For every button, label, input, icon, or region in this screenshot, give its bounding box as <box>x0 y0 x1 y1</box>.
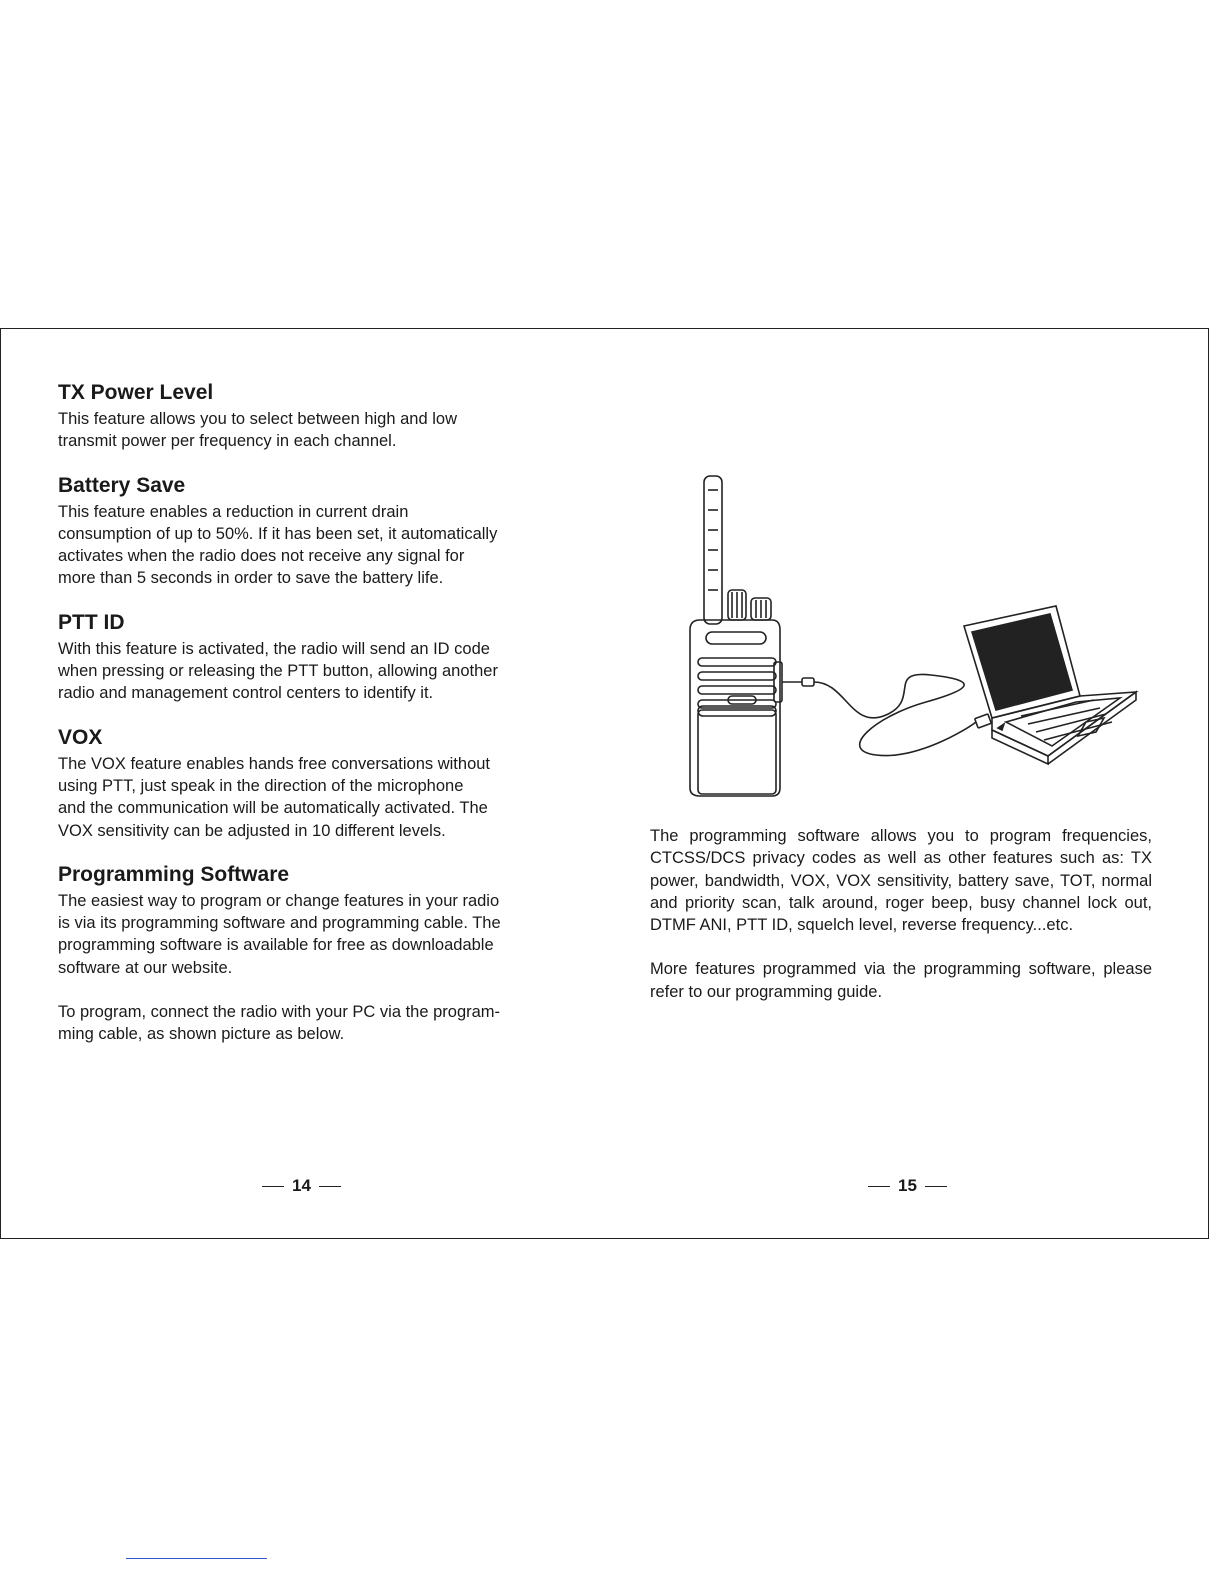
more-features-paragraph: More features programmed via the programming software, please refer to our programming guide. <box>650 960 1152 1001</box>
section-tx-power-level <box>58 380 558 453</box>
section-line: transmit power per frequency in each channel. <box>58 432 397 451</box>
programming-cable-icon <box>782 674 1004 755</box>
section-line: VOX sensitivity can be adjusted in 10 different levels. <box>58 821 446 840</box>
left-page <box>58 380 558 1066</box>
section-line: This feature allows you to select between high and low <box>58 410 457 428</box>
section-line: is via its programming software and programming cable. The <box>58 914 501 933</box>
section-line: programming software is available for free as downloadable <box>58 936 494 955</box>
section-vox <box>58 725 558 842</box>
section-line: The easiest way to program or change features in your radio <box>58 891 500 910</box>
section-line: using PTT, just speak in the direction of the microphone <box>58 776 464 795</box>
walkie-talkie-icon <box>690 476 782 796</box>
radio-laptop-illustration <box>676 470 1146 800</box>
section-heading: TX Power Level <box>58 381 214 404</box>
section-heading: VOX <box>58 725 103 749</box>
section-programming-software <box>58 862 558 1046</box>
section-line: ming cable, as shown picture as below. <box>58 1025 345 1044</box>
page-number-text: 15 <box>898 1176 917 1195</box>
section-line: This feature enables a reduction in current drain <box>58 502 409 521</box>
section-line: when pressing or releasing the PTT button, allowing another <box>58 662 498 681</box>
section-line: With this feature is activated, the radio will send an ID code <box>58 639 490 658</box>
laptop-icon <box>964 606 1136 764</box>
page-number-right <box>868 1176 947 1196</box>
section-heading: Battery Save <box>58 473 186 497</box>
page-number-left <box>262 1176 341 1196</box>
section-ptt-id <box>58 610 558 705</box>
section-line: The VOX feature enables hands free conversations without <box>58 754 491 773</box>
section-line: To program, connect the radio with your PC via the program- <box>58 1003 501 1022</box>
section-heading: Programming Software <box>58 862 290 886</box>
section-heading: PTT ID <box>58 610 125 634</box>
section-line: more than 5 seconds in order to save the battery life. <box>58 569 444 588</box>
section-line: activates when the radio does not receive any signal for <box>58 547 465 566</box>
page-number-text: 14 <box>292 1176 311 1195</box>
right-page <box>650 825 1152 1003</box>
section-line: and the communication will be automatically activated. The <box>58 799 488 818</box>
section-line: consumption of up to 50%. If it has been set, it automatically <box>58 524 498 543</box>
section-line: radio and management control centers to identify it. <box>58 684 434 703</box>
underline-link-artifact <box>126 1558 267 1559</box>
section-battery-save <box>58 473 558 590</box>
section-line: software at our website. <box>58 958 233 977</box>
programming-paragraph: The programming software allows you to program frequencies, CTCSS/DCS privacy codes as well as other features such as: TX power, bandwidth, VOX, VOX sensitivity, battery save, TOT, normal and priority scan, talk around, roger beep, busy channel lock out, DTMF ANI, PTT ID, squelch level, reverse frequency...etc. <box>650 827 1152 935</box>
